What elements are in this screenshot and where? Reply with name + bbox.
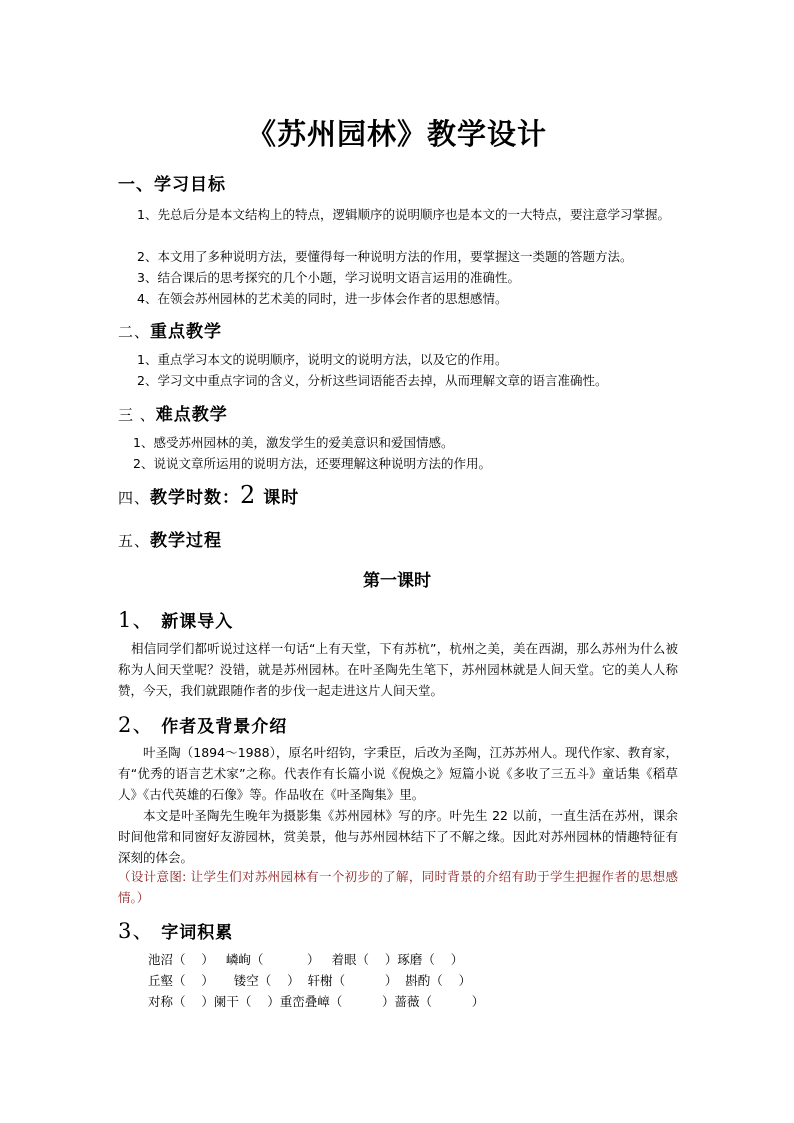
section-number: 二、 — [118, 323, 151, 341]
part-label: 作者及背景介绍 — [161, 717, 288, 737]
section-number: 三 、 — [118, 406, 156, 424]
part-heading-vocabulary — [118, 915, 233, 945]
background-paragraph: 本文是叶圣陶先生晚年为摄影集《苏州园林》写的序。叶先生 22 以前，一直生活在苏州，课余时间他常和同窗好友游园林，赏美景，他与苏州园林结下了不解之缘。因此对苏州园林的情趣特征有深刻的体会。 — [118, 808, 678, 865]
vocab-row: 对称（ ）阑干（ ）重峦叠嶂（ ）蔷薇（ ） — [148, 994, 485, 1009]
list-item: 4、在领会苏州园林的艺术美的同时，进一步体会作者的思想感情。 — [137, 291, 508, 306]
list-item: 1、先总后分是本文结构上的特点，逻辑顺序的说明顺序也是本文的一大特点，要注意学习掌握。 — [137, 207, 670, 222]
part-number: 1、 — [118, 608, 155, 632]
list-item: 2、本文用了多种说明方法，要懂得每一种说明方法的作用，要掌握这一类题的答题方法。 — [137, 249, 633, 264]
section-heading-learning-goals: 一、学习目标 — [118, 175, 226, 195]
author-paragraph: 叶圣陶（1894～1988），原名叶绍钧，字秉臣，后改为圣陶，江苏苏州人。现代作家、教育家，有“优秀的语言艺术家”之称。代表作有长篇小说《倪焕之》短篇小说《多收了三五斗》童话集《稻草人》《古代英雄的石像》等。作品收在《叶圣陶集》里。 — [118, 745, 678, 802]
section-label: 教学时数： — [150, 488, 241, 508]
list-item: 2、说说文章所运用的说明方法，还要理解这种说明方法的作用。 — [133, 456, 491, 471]
part-label: 字词积累 — [161, 923, 234, 943]
part-heading-author-background — [118, 709, 287, 739]
page-title: 《苏州园林》教学设计 — [246, 117, 547, 151]
list-item: 3、结合课后的思考探究的几个小题，学习说明文语言运用的准确性。 — [137, 270, 520, 285]
section-number: 四、 — [118, 489, 151, 507]
list-item: 2、学习文中重点字词的含义，分析这些词语能否去掉，从而理解文章的语言准确性。 — [137, 373, 608, 388]
part-label: 新课导入 — [161, 612, 234, 632]
vocab-row: 池沼（ ） 嶙峋（ ） 着眼（ ）琢磨（ ） — [148, 952, 464, 967]
part-number: 2、 — [118, 713, 155, 737]
section-heading-teaching-process — [118, 526, 222, 551]
hours-unit: 课时 — [263, 488, 300, 508]
lesson-title: 第一课时 — [363, 571, 431, 591]
part-heading-intro — [118, 604, 233, 634]
section-heading-key-teaching — [118, 317, 222, 342]
intro-paragraph: 相信同学们都听说过这样一句话“上有天堂，下有苏杭”，杭州之美，美在西湖，那么苏州为什么被称为人间天堂呢？没错，就是苏州园林。在叶圣陶先生笔下，苏州园林就是人间天堂。它的美人人称赞，今天，我们就跟随作者的步伐一起走进这片人间天堂。 — [118, 641, 678, 698]
vocab-row: 丘壑（ ） 镂空（ ） 轩榭（ ） 斟酌（ ） — [148, 973, 472, 988]
list-item: 1、重点学习本文的说明顺序，说明文的说明方法，以及它的作用。 — [137, 352, 508, 367]
section-label: 难点教学 — [155, 405, 228, 425]
list-item: 1、感受苏州园林的美，激发学生的爱美意识和爱国情感。 — [133, 435, 454, 450]
section-heading-teaching-hours — [118, 481, 299, 509]
section-label: 重点教学 — [150, 322, 223, 342]
hours-number: 2 — [240, 481, 257, 509]
design-note: （设计意图: 让学生们对苏州园林有一个初步的了解，同时背景的介绍有助于学生把握作者的思想感情。） — [118, 869, 678, 905]
section-number: 五、 — [118, 532, 151, 550]
part-number: 3、 — [118, 919, 155, 943]
section-heading-difficult-teaching — [118, 400, 228, 425]
section-label: 教学过程 — [150, 531, 223, 551]
